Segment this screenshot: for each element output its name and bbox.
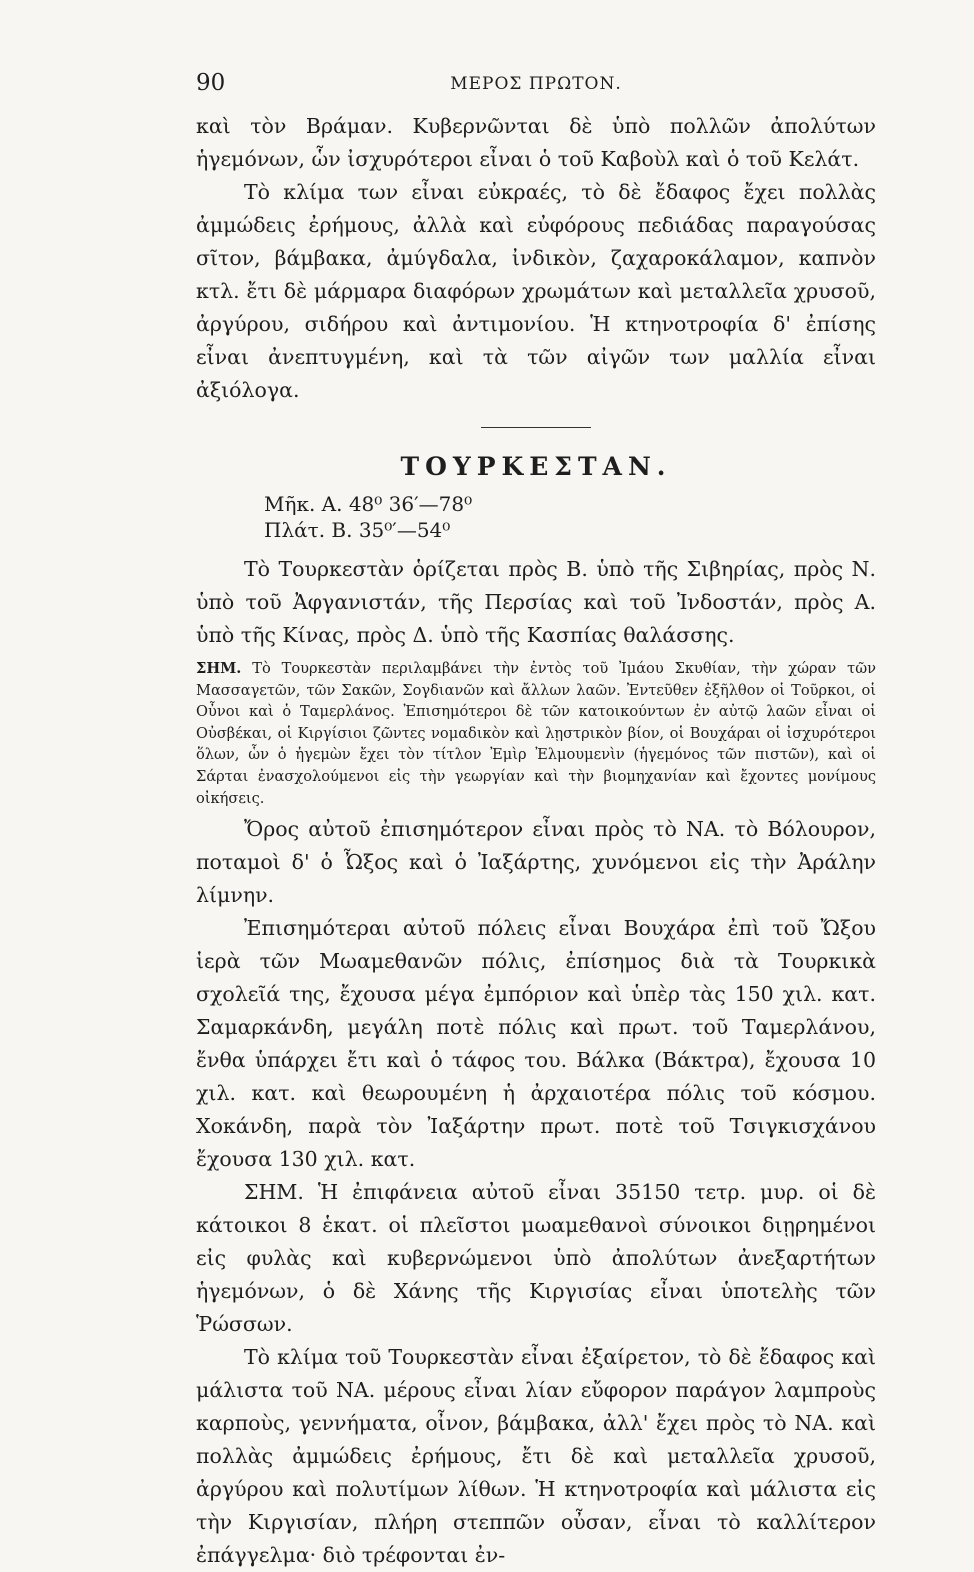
climate-paragraph: Τὸ κλίμα τοῦ Τουρκεστὰν εἶναι ἐξαίρετον, τὸ δὲ ἔδαφος καὶ μάλιστα τοῦ ΝΑ. μέρους εἶναι λίαν εὔφορον παράγον λαμπροὺς καρποὺς, γεννήματα, οἶνον, βάμβακα, ἀλλ' ἔχει πρὸς τὸ ΝΑ. καὶ πολλὰς ἀμμώδεις ἐρήμους, ἔτι δὲ καὶ μεταλλεῖα χρυσοῦ, ἀργύρου καὶ πολυτίμων λίθων. Ἡ κτηνοτροφία καὶ μάλιστα εἰς τὴν Κιργισίαν, πλήρη στεππῶν οὖσαν, εἶναι τὸ καλλίτερον ἐπάγγελμα· διὸ τρέφονται ἐν- bbox=[196, 1345, 876, 1568]
section-divider bbox=[481, 427, 591, 428]
note-1-label: ΣΗΜ. bbox=[196, 660, 242, 677]
intro-paragraph-2: Τὸ κλίμα των εἶναι εὐκραές, τὸ δὲ ἔδαφος ἔχει πολλὰς ἀμμώδεις ἐρήμους, ἀλλὰ καὶ εὐφόρους πεδιάδας παραγούσας σῖτον, βάμβακα, ἀμύγδαλα, ἰνδικὸν, ζαχαροκάλαμον, καπνὸν κτλ. ἔτι δὲ μάρμαρα διαφόρων χρωμάτων καὶ μεταλλεῖα χρυσοῦ, ἀργύρου, σιδήρου καὶ ἀντιμονίου. Ἡ κτηνοτροφία δ' ἐπίσης εἶναι ἀνεπτυγμένη, καὶ τὰ τῶν αἰγῶν των μαλλία εἶναι ἀξιόλογα. bbox=[196, 180, 876, 402]
note-2-paragraph: ΣΗΜ. Ἡ ἐπιφάνεια αὐτοῦ εἶναι 35150 τετρ. μυρ. οἱ δὲ κάτοικοι 8 ἑκατ. οἱ πλεῖστοι μωαμεθανοὶ σύνοικοι διῃρημένοι εἰς φυλὰς καὶ κυβερνώμενοι ὑπὸ ἀπολύτων ἀνεξαρτήτων ἡγεμόνων, ὁ δὲ Χάνης τῆς Κιργισίας εἶναι ὑποτελὴς τῶν Ῥώσσων. bbox=[196, 1180, 876, 1337]
boundaries-paragraph: Τὸ Τουρκεστὰν ὁρίζεται πρὸς Β. ὑπὸ τῆς Σιβηρίας, πρὸς Ν. ὑπὸ τοῦ Ἀφγανιστάν, τῆς Περσίας καὶ τοῦ Ἰνδοστάν, πρὸς Α. ὑπὸ τῆς Κίνας, πρὸς Δ. ὑπὸ τῆς Κασπίας θαλάσσης. bbox=[196, 557, 876, 647]
book-page bbox=[196, 70, 876, 1572]
longitude: Μῆκ. Α. 48⁰ 36′—78⁰ bbox=[264, 492, 473, 516]
page-header bbox=[196, 70, 876, 110]
latitude: Πλάτ. Β. 35⁰′—54⁰ bbox=[264, 518, 451, 542]
section-title: ΤΟΥΡΚΕΣΤΑΝ. bbox=[400, 452, 672, 481]
mountains-rivers-paragraph: Ὄρος αὐτοῦ ἐπισημότερον εἶναι πρὸς τὸ ΝΑ. τὸ Βόλουρον, ποταμοὶ δ' ὁ Ὦξος καὶ ὁ Ἰαξάρτης, χυνόμενοι εἰς τὴν Ἀράλην λίμνην. bbox=[196, 817, 876, 908]
page-number: 90 bbox=[196, 70, 226, 96]
note-1-text: Τὸ Τουρκεστὰν περιλαμβάνει τὴν ἐντὸς τοῦ Ἰμάου Σκυθίαν, τὴν χώραν τῶν Μασσαγετῶν, τῶν Σακῶν, Σογδιανῶν καὶ ἄλλων λαῶν. Ἐντεῦθεν ἐξῆλθον οἱ Τοῦρκοι, οἱ Οὖνοι καὶ ὁ Ταμερλάνος. Ἐπισημότεροι δὲ τῶν κατοικούντων ἐν αὐτῷ λαῶν εἶναι οἱ Οὐσβέκαι, οἱ Κιργίσιοι ζῶντες νομαδικὸν καὶ λῃστρικὸν βίον, οἱ Βουχάραι οἱ ἰσχυρότεροι ὅλων, ὧν ὁ ἡγεμὼν ἔχει τὸν τίτλον Ἐμὶρ Ἐλμουμενὶν (ἡγεμόνος τῶν πιστῶν), καὶ οἱ Σάρται ἐνασχολούμενοι εἰς τὴν γεωργίαν καὶ τὴν βιομηχανίαν καὶ ἔχοντες μονίμους οἰκήσεις. bbox=[196, 660, 877, 807]
intro-paragraph-1: καὶ τὸν Βράμαν. Κυβερνῶνται δὲ ὑπὸ πολλῶν ἀπολύτων ἡγεμόνων, ὧν ἰσχυρότεροι εἶναι ὁ τοῦ Καβοὺλ καὶ ὁ τοῦ Κελάτ. bbox=[196, 114, 876, 171]
running-title: ΜΕΡΟΣ ΠΡΩΤΟΝ. bbox=[450, 74, 622, 94]
note-1 bbox=[196, 658, 876, 809]
cities-paragraph: Ἐπισημότεραι αὐτοῦ πόλεις εἶναι Βουχάρα ἐπὶ τοῦ Ὤξου ἱερὰ τῶν Μωαμεθανῶν πόλις, ἐπίσημος διὰ τὰ Τουρκικὰ σχολεῖά της, ἔχουσα μέγα ἐμπόριον καὶ ὑπὲρ τὰς 150 χιλ. κατ. Σαμαρκάνδη, μεγάλη ποτὲ πόλις καὶ πρωτ. τοῦ Ταμερλάνου, ἔνθα ὑπάρχει ἔτι καὶ ὁ τάφος του. Βάλκα (Βάκτρα), ἔχουσα 10 χιλ. κατ. καὶ θεωρουμένη ἡ ἀρχαιοτέρα πόλις τοῦ κόσμου. Χοκάνδη, παρὰ τὸν Ἰαξάρτην πρωτ. ποτὲ τοῦ Τσιγκισχάνου ἔχουσα 130 χιλ. κατ. bbox=[196, 916, 876, 1172]
